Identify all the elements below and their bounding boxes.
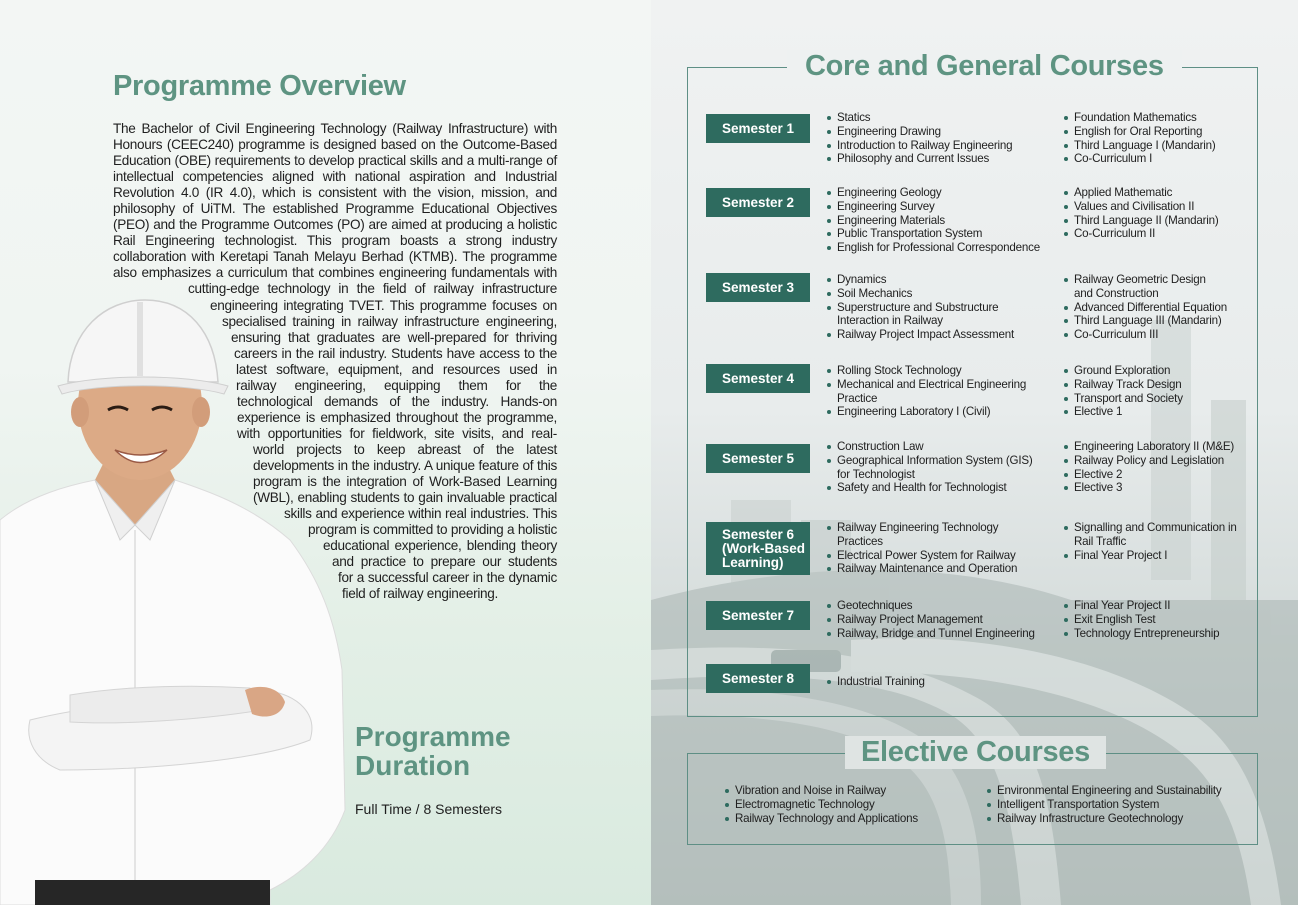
course-item: Public Transportation System xyxy=(826,227,1051,241)
course-item: Railway Engineering Technology Practices xyxy=(826,521,1006,549)
course-item: Railway Technology and Applications xyxy=(724,812,964,826)
course-item: Elective 2 xyxy=(1063,468,1248,482)
course-item: Final Year Project I xyxy=(1063,549,1248,563)
semester-1-list-2 xyxy=(1063,111,1248,166)
elective-list-1 xyxy=(724,784,964,825)
course-item: Safety and Health for Technologist xyxy=(826,481,1051,495)
course-item: Rolling Stock Technology xyxy=(826,364,1051,378)
course-item: Vibration and Noise in Railway xyxy=(724,784,964,798)
course-item: Final Year Project II xyxy=(1063,599,1248,613)
course-item: Values and Civilisation II xyxy=(1063,200,1248,214)
semester-3-list-2 xyxy=(1063,273,1248,342)
course-item: Advanced Differential Equation xyxy=(1063,301,1248,315)
semester-5-badge: Semester 5 xyxy=(706,444,810,473)
course-item: Railway Infrastructure Geotechnology xyxy=(986,812,1248,826)
semester-4-list-2 xyxy=(1063,364,1248,419)
duration-title-text: Programme Duration xyxy=(355,721,511,781)
course-item: Co-Curriculum II xyxy=(1063,227,1248,241)
course-item: Industrial Training xyxy=(826,675,1051,689)
semester-7-list-2 xyxy=(1063,599,1248,640)
course-item: Railway, Bridge and Tunnel Engineering xyxy=(826,627,1051,641)
course-item: Environmental Engineering and Sustainability xyxy=(986,784,1248,798)
semester-8-list-1 xyxy=(826,675,1051,689)
course-item: Intelligent Transportation System xyxy=(986,798,1248,812)
course-item: Geographical Information System (GIS) for Technologist xyxy=(826,454,1040,482)
semester-6-list-1 xyxy=(826,521,1051,576)
course-item: Statics xyxy=(826,111,1051,125)
course-item: Foundation Mathematics xyxy=(1063,111,1248,125)
course-item: Engineering Laboratory II (M&E) xyxy=(1063,440,1248,454)
semester-6-label: Semester 6 (Work-Based Learning) xyxy=(722,526,806,570)
course-item: Construction Law xyxy=(826,440,1051,454)
course-item: English for Oral Reporting xyxy=(1063,125,1248,139)
semester-2-list-2 xyxy=(1063,186,1248,241)
course-item: Exit English Test xyxy=(1063,613,1248,627)
semester-4-list-1 xyxy=(826,364,1051,419)
semester-5-list-1 xyxy=(826,440,1051,495)
course-item: Soil Mechanics xyxy=(826,287,1051,301)
course-item: Introduction to Railway Engineering xyxy=(826,139,1051,153)
semester-1-badge: Semester 1 xyxy=(706,114,810,143)
course-item: Third Language I (Mandarin) xyxy=(1063,139,1248,153)
course-item: English for Professional Correspondence xyxy=(826,241,1051,255)
semester-5-list-2 xyxy=(1063,440,1248,495)
semester-8-badge: Semester 8 xyxy=(706,664,810,693)
core-courses-title: Core and General Courses xyxy=(787,50,1182,83)
course-item: Geotechniques xyxy=(826,599,1051,613)
course-item: Transport and Society xyxy=(1063,392,1248,406)
course-item: Elective 3 xyxy=(1063,481,1248,495)
course-item: Ground Exploration xyxy=(1063,364,1248,378)
elective-courses-title: Elective Courses xyxy=(845,736,1106,769)
course-item: Dynamics xyxy=(826,273,1051,287)
course-item: Elective 1 xyxy=(1063,405,1248,419)
course-item: Engineering Geology xyxy=(826,186,1051,200)
semester-1-list-1 xyxy=(826,111,1051,166)
course-item: Engineering Drawing xyxy=(826,125,1051,139)
semester-6-list-2 xyxy=(1063,521,1248,562)
course-item: Third Language III (Mandarin) xyxy=(1063,314,1248,328)
semester-3-list-1 xyxy=(826,273,1051,342)
semester-7-list-1 xyxy=(826,599,1051,640)
course-item: Railway Geometric Design and Construction xyxy=(1063,273,1221,301)
elective-list-2 xyxy=(986,784,1248,825)
course-item: Engineering Survey xyxy=(826,200,1051,214)
course-item: Superstructure and Substructure Interaction in Railway xyxy=(826,301,1036,329)
course-item: Applied Mathematic xyxy=(1063,186,1248,200)
course-item: Railway Policy and Legislation xyxy=(1063,454,1248,468)
course-item: Engineering Laboratory I (Civil) xyxy=(826,405,1051,419)
course-item: Third Language II (Mandarin) xyxy=(1063,214,1248,228)
semester-7-badge: Semester 7 xyxy=(706,601,810,630)
engineer-illustration xyxy=(0,290,360,905)
course-item: Railway Track Design xyxy=(1063,378,1248,392)
semester-6-badge xyxy=(706,522,810,575)
overview-title: Programme Overview xyxy=(113,70,406,102)
course-item: Electromagnetic Technology xyxy=(724,798,964,812)
semester-2-list-1 xyxy=(826,186,1051,255)
semester-3-badge: Semester 3 xyxy=(706,273,810,302)
semester-2-badge: Semester 2 xyxy=(706,188,810,217)
course-item: Railway Project Impact Assessment xyxy=(826,328,1051,342)
semester-4-badge: Semester 4 xyxy=(706,364,810,393)
course-item: Philosophy and Current Issues xyxy=(826,152,1051,166)
course-item: Electrical Power System for Railway xyxy=(826,549,1051,563)
course-item: Co-Curriculum I xyxy=(1063,152,1248,166)
course-item: Railway Project Management xyxy=(826,613,1051,627)
duration-text: Full Time / 8 Semesters xyxy=(355,801,503,817)
course-item: Railway Maintenance and Operation xyxy=(826,562,1051,576)
course-item: Mechanical and Electrical Engineering Practice xyxy=(826,378,1041,406)
course-item: Technology Entrepreneurship xyxy=(1063,627,1248,641)
duration-title xyxy=(355,722,525,780)
right-panel xyxy=(651,0,1298,905)
course-item: Engineering Materials xyxy=(826,214,1051,228)
course-item: Signalling and Communication in Rail Traffic xyxy=(1063,521,1248,549)
course-item: Co-Curriculum III xyxy=(1063,328,1248,342)
overview-paragraph: The Bachelor of Civil Engineering Technology (Railway Infrastructure) with Honours (CEEC240) programme is designed based on the Outcome-Based Education (OBE) requirements to develop practical skills and a multi-range of intellectual competencies aligned with national aspiration and Industrial Revolution 4.0 (IR 4.0), which is consistent with the vision, mission, and philosophy of UiTM. The established Programme Educational Objectives (PEO) and the Programme Outcomes (PO) are aimed at producing a holistic Rail Engineering technologist. This program boasts a strong industry collaboration with Keretapi Tanah Melayu Berhad (KTMB). The programme also emphasizes a curriculum that combines engineering fundamentals with cutting-edge technology in the field of railway infrastructure engineering integrating TVET. This programme focuses on specialised training in railway infrastructure engineering, ensuring that graduates are well-prepared for thriving careers in the rail industry. Students have access to the latest software, equipment, and resources used in railway engineering, equipping them for the technological demands of the industry. Hands-on experience is emphasized throughout the programme, with opportunities for fieldwork, site visits, and real-world projects to keep abreast of the latest developments in the industry. A unique feature of this program is the integration of Work-Based Learning (WBL), enabling students to gain invaluable practical skills and experience within real industries. This program is committed to providing a holistic educational experience, blending theory and practice to prepare our students for a successful career in the dynamic field of railway engineering. xyxy=(113,121,557,602)
